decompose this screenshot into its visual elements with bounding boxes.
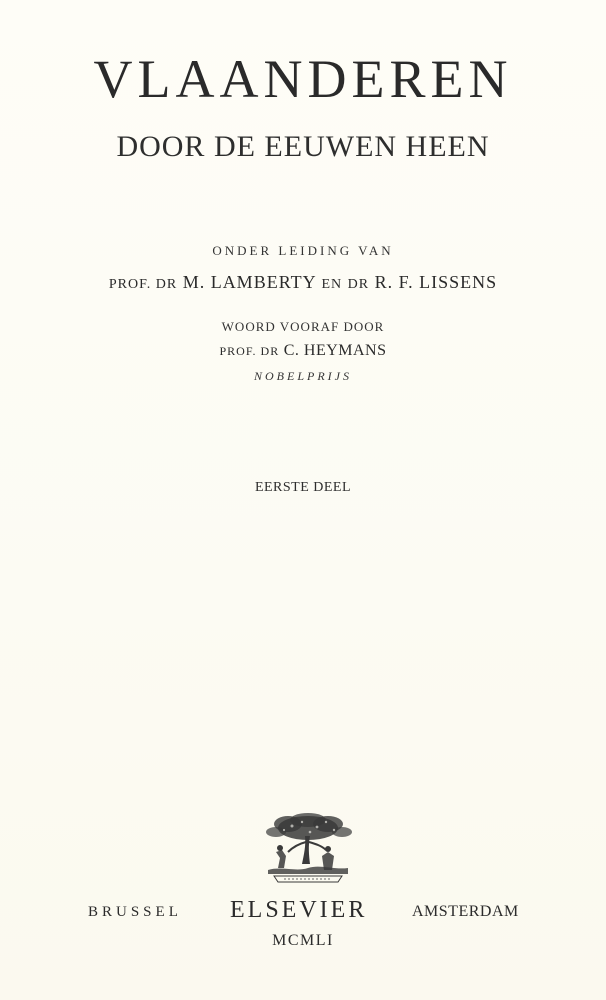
editor2-prefix: DR <box>347 277 370 292</box>
imprint-year: MCMLI <box>272 932 334 949</box>
editor2-name: R. F. LISSENS <box>374 272 498 292</box>
foreword-distinction: NOBELPRIJS <box>254 369 352 383</box>
foreword-author-prefix: PROF. DR <box>219 344 280 358</box>
editor1-prefix: PROF. DR <box>108 277 178 292</box>
volume-label: EERSTE DEEL <box>254 480 352 495</box>
foreword-label: WOORD VOORAF DOOR <box>221 319 385 334</box>
imprint-city-brussel: BRUSSEL <box>88 904 182 920</box>
imprint-publisher: ELSEVIER <box>230 897 368 923</box>
imprint-line <box>0 897 606 929</box>
foreword-author <box>0 342 606 360</box>
editor1-name: M. LAMBERTY <box>182 272 316 292</box>
book-title: VLAANDEREN <box>93 49 513 109</box>
foreword-author-name: C. HEYMANS <box>283 342 387 359</box>
book-subtitle: DOOR DE EEUWEN HEEN <box>116 130 490 163</box>
direction-label: ONDER LEIDING VAN <box>212 243 394 258</box>
editors-line <box>0 272 606 293</box>
imprint-city-amsterdam: AMSTERDAM <box>412 903 519 920</box>
editors-connector: EN <box>321 277 343 292</box>
elsevier-tree-icon <box>262 812 354 886</box>
